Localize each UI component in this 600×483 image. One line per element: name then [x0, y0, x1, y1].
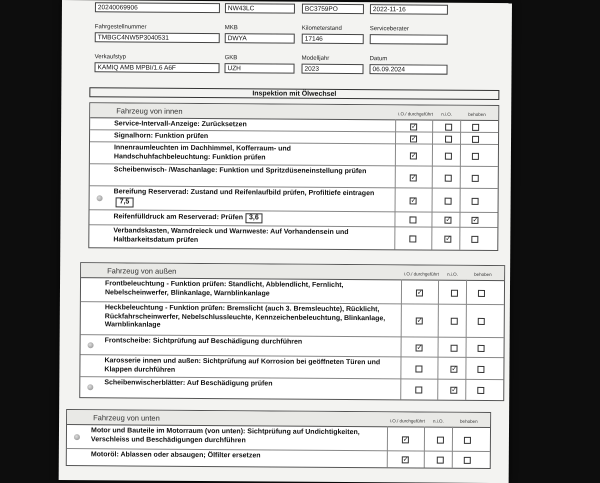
sales-type-label: Verkaufstyp [94, 54, 126, 61]
column-header-fixed: behoben [468, 111, 486, 117]
checkbox-nio[interactable] [445, 197, 452, 204]
checklist-item-label: Heckbeleuchtung - Funktion prüfen: Bremslicht (auch 3. Bremsleuchte), Rücklicht, Rückfahrscheinwerfer, Nebelschlussleuchte, Kennzeichenbeleuchtung, Blinkanlage, Warnblinkanlage [104, 304, 386, 329]
checkbox-nio[interactable]: ✓ [451, 365, 458, 373]
column-header-fixed: behoben [474, 271, 492, 278]
checkbox-done[interactable] [409, 216, 416, 223]
checkbox-done[interactable]: ✓ [411, 122, 418, 130]
column-header-done: i.O./ durchgeführt [398, 111, 434, 117]
checklist-item-label: Motoröl: Ablassen oder absaugen; Ölfilter ersetzen [90, 451, 261, 460]
section-underbody [66, 409, 491, 469]
measurement-field[interactable]: 7,5 [116, 197, 134, 207]
checkbox-fixed[interactable]: ✓ [472, 216, 479, 224]
column-header-nio: n.i.O. [433, 418, 444, 424]
checklist-item-text [114, 132, 389, 142]
bullet-icon [87, 384, 93, 390]
bullet-icon [74, 434, 80, 440]
checklist-item-label: Verbandskasten, Warndreieck und Warnweste: Auf Vorhandensein und Haltbarkeitsdatum prüfen [113, 227, 349, 244]
model-year-label: Modelljahr [301, 55, 330, 62]
checkbox-done[interactable]: ✓ [402, 435, 409, 443]
checkbox-fixed[interactable] [478, 289, 485, 296]
checklist-item-text [91, 427, 381, 446]
checklist-item-label: Reifenfülldruck am Reserverad: Prüfen [113, 213, 244, 222]
checkbox-nio[interactable] [445, 135, 452, 142]
column-header-done: i.O./ durchgeführt [404, 271, 439, 277]
inspection-document [59, 0, 512, 483]
document-title: Inspektion mit Ölwechsel [89, 87, 499, 100]
section-interior [88, 102, 499, 251]
vin-label: Fahrgestellnummer [94, 24, 147, 31]
checkbox-done[interactable] [409, 235, 416, 242]
checklist-item-text [105, 304, 395, 332]
checkbox-nio[interactable] [445, 123, 452, 130]
header-value-2: NW43LC [225, 3, 295, 13]
checkbox-done[interactable]: ✓ [416, 317, 423, 325]
bullet-icon [97, 195, 103, 201]
checklist-item-text [105, 337, 395, 348]
checklist-row [80, 355, 503, 380]
checkbox-done[interactable]: ✓ [402, 455, 409, 463]
license-plate: BC3759PO [302, 4, 364, 14]
mileage-value: 17146 [302, 34, 364, 44]
checkbox-nio[interactable]: ✓ [445, 235, 452, 243]
checkbox-nio[interactable] [437, 436, 444, 443]
gkb-value: UZH [224, 63, 294, 73]
checklist-row [67, 449, 490, 468]
checkbox-nio[interactable] [445, 152, 452, 159]
checklist-item-text [113, 212, 388, 224]
checklist-item-label: Scheibenwisch- /Waschanlage: Funktion und Spritzdüseneinstellung prüfen [113, 166, 367, 176]
vin-value: TMBGC4NW5P3040531 [95, 32, 220, 43]
checklist-row [81, 302, 504, 338]
sales-type-value: KAMIQ AMB MPBI/1.6 A6F [94, 62, 219, 73]
checklist-row [90, 142, 498, 167]
checklist-item-text [114, 120, 389, 130]
checkbox-fixed[interactable] [478, 344, 485, 351]
checklist-item-label: Frontscheibe: Sichtprüfung auf Beschädigung durchführen [104, 337, 303, 346]
checkbox-done[interactable]: ✓ [410, 173, 417, 181]
checkbox-fixed[interactable] [464, 456, 471, 463]
measurement-field[interactable]: 3,6 [245, 213, 263, 223]
checkbox-nio[interactable]: ✓ [445, 216, 452, 224]
gkb-label: GKB [224, 55, 238, 62]
checkbox-nio[interactable] [451, 289, 458, 296]
checkbox-fixed[interactable] [477, 386, 484, 393]
checklist-row [89, 225, 497, 250]
bullet-icon [88, 342, 94, 348]
checklist-row [90, 164, 498, 189]
checklist-item-label: Frontbeleuchtung - Funktion prüfen: Standlicht, Abblendlicht, Fernlicht, Nebelscheinwerfer, Blinkanlage, Warnblinkanlage [104, 280, 344, 297]
checkbox-nio[interactable] [451, 344, 458, 351]
checklist-item-text [91, 451, 381, 462]
advisor-value [370, 34, 448, 45]
checkbox-nio[interactable] [437, 456, 444, 463]
checkbox-done[interactable]: ✓ [416, 288, 423, 297]
advisor-label: Serviceberater [369, 26, 409, 33]
section-title: Fahrzeug von innen [116, 106, 183, 116]
section-title: Fahrzeug von unten [93, 413, 160, 423]
checkbox-fixed[interactable] [472, 152, 479, 159]
checkbox-done[interactable] [415, 365, 422, 372]
checkbox-fixed[interactable] [471, 235, 478, 242]
column-header-done: i.O./ durchgeführt [390, 418, 425, 424]
order-number: 20240069906 [95, 2, 220, 13]
model-year-value: 2023 [301, 64, 363, 74]
section-exterior [79, 262, 505, 401]
column-header-nio: n.i.O. [447, 271, 458, 277]
checklist-item-label: Scheibenwischerblätter: Auf Beschädigung prüfen [104, 379, 273, 388]
checkbox-nio[interactable] [445, 174, 452, 181]
mkb-label: MKB [224, 25, 238, 32]
checkbox-fixed[interactable] [464, 436, 471, 443]
checkbox-fixed[interactable] [477, 365, 484, 372]
section-title: Fahrzeug von außen [107, 266, 177, 276]
registration-date: 2022-11-16 [370, 4, 448, 15]
checklist-item-text [114, 188, 389, 208]
date-label: Datum [369, 56, 388, 63]
checklist-row [80, 377, 503, 400]
column-header-fixed: behoben [460, 418, 478, 424]
mileage-label: Kilometerstand [301, 25, 342, 32]
mkb-value: DWYA [225, 33, 295, 43]
checkbox-fixed[interactable] [472, 123, 479, 130]
checklist-item-label: Motor und Bauteile im Motorraum (von unten): Sichtprüfung auf Undichtigkeiten, Verschleiss und Beschädigungen durchführen [90, 427, 360, 444]
checkbox-nio[interactable] [451, 318, 458, 325]
checklist-item-label: Innenraumleuchten im Dachhimmel, Kofferraum- und Handschuhfachbeleuchtung: Funktion prüfen [113, 144, 291, 161]
checkbox-done[interactable] [415, 386, 422, 393]
checklist-item-label: Signalhorn: Funktion prüfen [114, 132, 209, 141]
checklist-row [67, 425, 490, 452]
checklist-item-label: Service-Intervall-Anzeige: Zurücksetzen [114, 120, 247, 129]
checklist-item-label: Bereifung Reserverad: Zustand und Reifenlaufbild prüfen, Profiltiefe eintragen [113, 188, 375, 198]
checkbox-done[interactable]: ✓ [416, 343, 423, 352]
checklist-row [81, 278, 504, 305]
checkbox-done[interactable]: ✓ [411, 134, 417, 142]
checkbox-fixed[interactable] [472, 174, 479, 181]
checkbox-nio[interactable]: ✓ [451, 386, 458, 394]
checkbox-fixed[interactable] [478, 318, 485, 325]
checkbox-fixed[interactable] [472, 135, 479, 142]
checklist-item-text [113, 227, 388, 246]
checkbox-fixed[interactable] [472, 197, 479, 204]
checklist-row [90, 186, 498, 213]
checkbox-done[interactable]: ✓ [410, 196, 417, 204]
checklist-item-label: Karosserie innen und außen: Sichtprüfung auf Korrosion bei geöffneten Türen und Klappen durchführen [104, 357, 381, 374]
checklist-item-text [114, 166, 389, 176]
checklist-item-text [105, 280, 395, 299]
checkbox-done[interactable]: ✓ [410, 151, 417, 159]
column-header-nio: n.i.O. [441, 111, 452, 117]
checklist-item-text [104, 379, 394, 390]
checklist-item-text [104, 357, 394, 376]
checklist-item-text [114, 144, 389, 163]
date-value: 06.09.2024 [369, 64, 447, 75]
